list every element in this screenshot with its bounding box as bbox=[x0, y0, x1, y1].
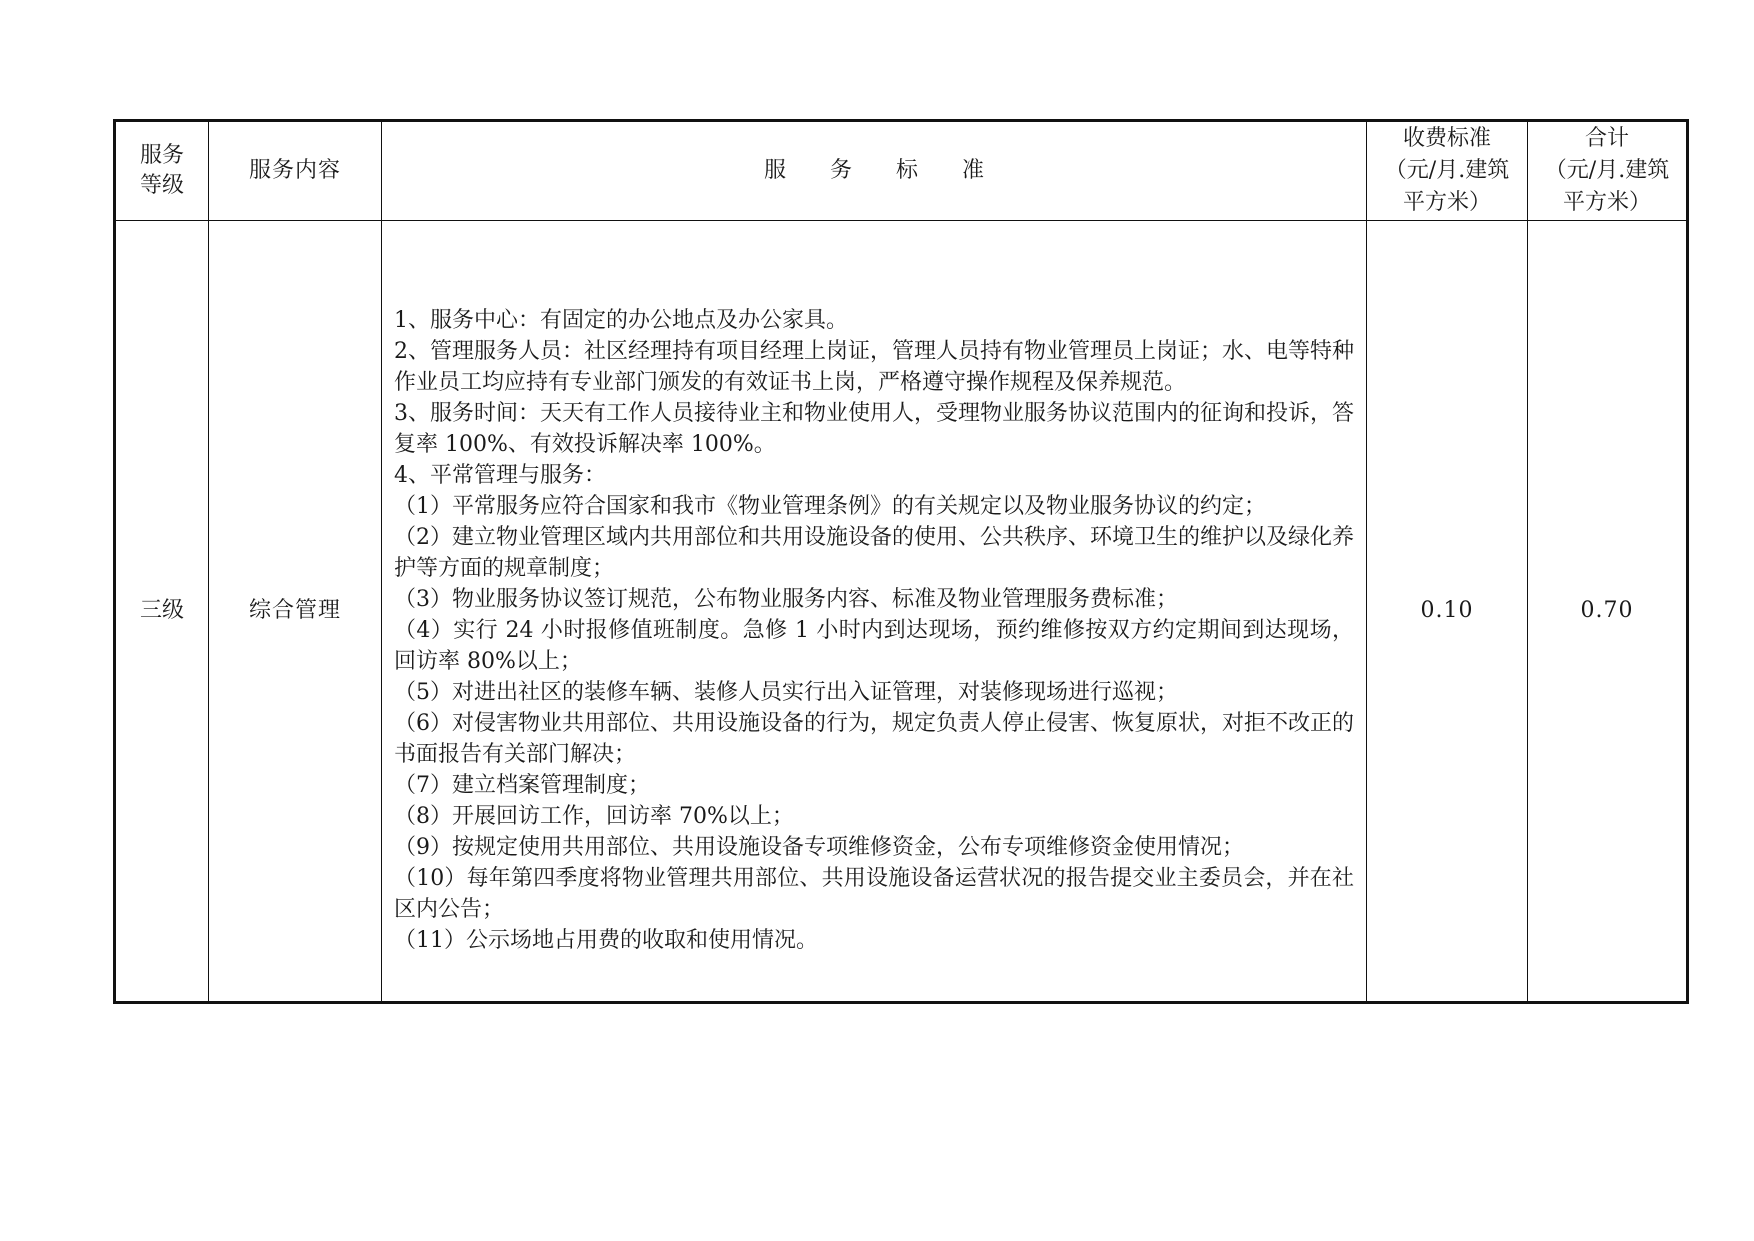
service-content-value: 综合管理 bbox=[248, 598, 341, 623]
standard-item: （6）对侵害物业共用部位、共用设施设备的行为，规定负责人停止侵害、恢复原状，对拒不改正的书面报告有关部门解决； bbox=[394, 710, 1355, 767]
header-service-level bbox=[115, 121, 209, 221]
total-value: 0.70 bbox=[1580, 598, 1634, 623]
cell-service-level bbox=[115, 221, 209, 1003]
standard-item: （5）对进出社区的装修车辆、装修人员实行出入证管理，对装修现场进行巡视； bbox=[394, 679, 1178, 705]
standard-item: 2、管理服务人员：社区经理持有项目经理上岗证，管理人员持有物业管理员上岗证；水、电等特种作业员工均应持有专业部门颁发的有效证书上岗，严格遵守操作规程及保养规范。 bbox=[394, 338, 1355, 395]
cell-total bbox=[1528, 221, 1688, 1003]
fee-standard-value: 0.10 bbox=[1420, 598, 1474, 623]
cell-service-content bbox=[209, 221, 382, 1003]
header-fee-standard bbox=[1367, 121, 1528, 221]
standard-item: 1、服务中心：有固定的办公地点及办公家具。 bbox=[394, 307, 848, 333]
standard-item: （11）公示场地占用费的收取和使用情况。 bbox=[394, 927, 818, 953]
header-service-content bbox=[209, 121, 382, 221]
standard-item: （4）实行 24 小时报修值班制度。急修 1 小时内到达现场，预约维修按双方约定期间到达现场，回访率 80%以上； bbox=[394, 617, 1354, 674]
header-fee-standard-label: 收费标准 （元/月.建筑 平方米） bbox=[1384, 126, 1510, 215]
standard-item: （3）物业服务协议签订规范，公布物业服务内容、标准及物业管理服务费标准； bbox=[394, 586, 1178, 612]
header-service-standard-label: 服务标准 bbox=[763, 158, 1028, 183]
header-service-level-label: 服务 等级 bbox=[139, 143, 184, 198]
standard-item: （9）按规定使用共用部位、共用设施设备专项维修资金，公布专项维修资金使用情况； bbox=[394, 834, 1244, 860]
header-service-standard bbox=[382, 121, 1367, 221]
table-row bbox=[115, 221, 1688, 1003]
header-total-label: 合计 （元/月.建筑 平方米） bbox=[1544, 126, 1670, 215]
standard-item: （10）每年第四季度将物业管理共用部位、共用设施设备运营状况的报告提交业主委员会，并在社区内公告； bbox=[394, 865, 1354, 922]
standard-item: （2）建立物业管理区域内共用部位和共用设施设备的使用、公共秩序、环境卫生的维护以及绿化养护等方面的规章制度； bbox=[394, 524, 1355, 581]
standard-item: （1）平常服务应符合国家和我市《物业管理条例》的有关规定以及物业服务协议的约定； bbox=[394, 493, 1267, 519]
service-fee-table bbox=[113, 119, 1689, 1004]
header-total bbox=[1528, 121, 1688, 221]
standard-item: 3、服务时间：天天有工作人员接待业主和物业使用人，受理物业服务协议范围内的征询和投诉，答复率 100%、有效投诉解决率 100%。 bbox=[394, 400, 1355, 457]
service-standard-list bbox=[382, 267, 1366, 956]
standard-item: 4、平常管理与服务： bbox=[394, 462, 606, 488]
standard-item: （7）建立档案管理制度； bbox=[394, 772, 650, 798]
table-header-row bbox=[115, 121, 1688, 221]
standard-item: （8）开展回访工作，回访率 70%以上； bbox=[394, 803, 794, 829]
cell-fee-standard bbox=[1367, 221, 1528, 1003]
service-level-value: 三级 bbox=[139, 598, 184, 623]
cell-service-standard bbox=[382, 221, 1367, 1003]
header-service-content-label: 服务内容 bbox=[248, 158, 341, 183]
